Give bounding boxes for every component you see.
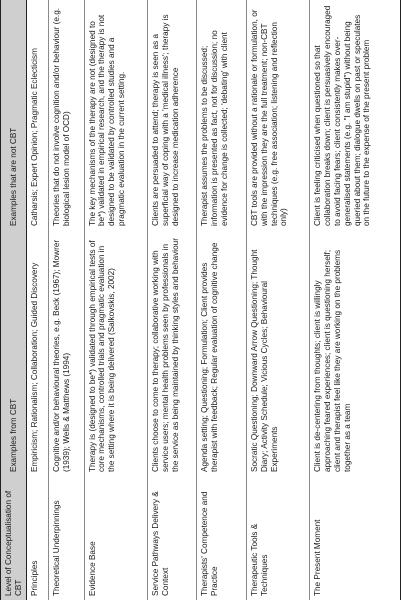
table-row: [84, 0, 147, 600]
cell-not-cbt: Theories that do not involve cognition and/or behaviour (e.g. biological lesion model of OCD): [48, 0, 84, 230]
cell-cbt: Therapy is (designed to be*) validated through empirical tests of core mechanisms, controlled trials and pragmatic evaluation in the setting where it is being delivered (Salkovskis, 2002): [84, 230, 147, 476]
cell-level: Principles: [26, 476, 48, 600]
cell-level: Theoretical Underpinnings: [48, 476, 84, 600]
header-examples-not-cbt: Examples that are not CBT: [1, 0, 27, 230]
cell-cbt: Socratic Questioning; Downward Arrow Questioning; Thought Diary; Activity Schedule; Vicious Cycles; Behavioural Experiments: [246, 230, 309, 476]
cell-not-cbt: Catharsis; Expert Opinion; Pragmatic Eclecticism: [26, 0, 48, 230]
cell-cbt: Empiricism; Rationalism; Collaboration; Guided Discovery: [26, 230, 48, 476]
cell-cbt: Clients choose to come to therapy; collaborative working with service users; mental health problems seen by professionals in the service as being maintained by thinking styles and behaviour: [147, 230, 197, 476]
table-row: [310, 0, 401, 600]
cell-cbt: Client is de-centering from thoughts; client is willingly approaching feared experiences; client is questioning herself; client and therapist feel like they are working on the problems together as a team: [310, 230, 401, 476]
cell-level: Therapists' Competence and Practice: [197, 476, 247, 600]
table-row: [26, 0, 48, 600]
table-row: [246, 0, 309, 600]
cell-not-cbt: Client is feeling criticised when questioned so that collaboration breaks down; client is persuasively encouraged to avoid facing fears; client consistently makes over-generalised statements (e.g. "I am stupid") without being queried about them; dialogue dwells on past or speculates on the future to the expense of the present problem: [310, 0, 401, 230]
cell-level: Service Pathways Delivery & Context: [147, 476, 197, 600]
cell-level: Evidence Base: [84, 476, 147, 600]
cell-not-cbt: CBT tools are provided without a rationale or formulation, or with the impression they are the full treatment; non-CBT techniques (e.g. free association; listening and reflection only): [246, 0, 309, 230]
cell-level: Therapeutic Tools & Techniques: [246, 476, 309, 600]
header-level: Level of Conceptualisation of CBT: [1, 476, 27, 600]
cell-level: The Present Moment: [310, 476, 401, 600]
cell-cbt: Cognitive and/or behavioural theories, e.g. Beck (1967); Mowrer (1939); Wells & Matthews (1994): [48, 230, 84, 476]
header-examples-cbt: Examples from CBT: [1, 230, 27, 476]
table-row: [48, 0, 84, 600]
table-row: [197, 0, 247, 600]
cell-not-cbt: Therapist assumes the problems to be discussed; information is presented as fact, not for discussion; no evidence for change is collected; 'debating' with client: [197, 0, 247, 230]
table-header-row: [1, 0, 27, 600]
cell-cbt: Agenda setting; Questioning; Formulation; Client provides therapist with feedback; Regular evaluation of cognitive change: [197, 230, 247, 476]
cell-not-cbt: Clients are persuaded to attend; therapy is seen as a superficial way of coping with a 'medical illness'; therapy is designed to increase medication adherence: [147, 0, 197, 230]
table-row: [147, 0, 197, 600]
cell-not-cbt: The key mechanisms of the therapy are not (designed to be*) validated in empirical research, and the therapy is not designed to be validated by controlled studies and a pragmatic evaluation in the current setting.: [84, 0, 147, 230]
